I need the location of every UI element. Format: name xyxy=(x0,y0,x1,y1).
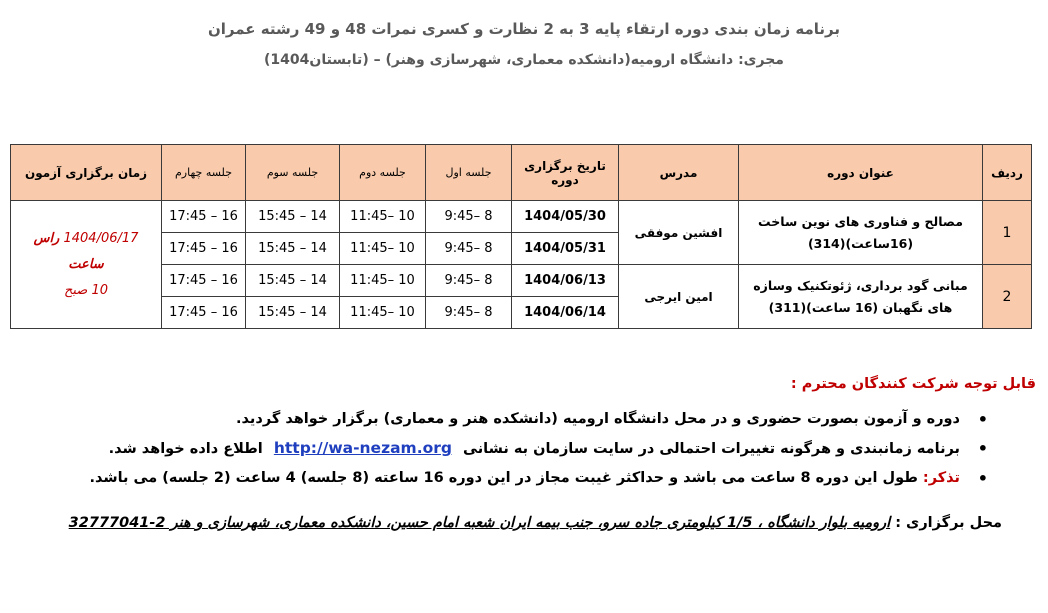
notice-item-2-start: برنامه زمانبندی و هرگونه تغییرات احتمالی در سایت سازمان به نشانی xyxy=(463,441,960,457)
session-2-time: 10 –11:45 xyxy=(340,297,426,329)
course-title: مصالح و فناوری های نوین ساخت (16ساعت)(314) xyxy=(739,201,983,265)
session-2-time: 10 –11:45 xyxy=(340,233,426,265)
header-exam: زمان برگزاری آزمون xyxy=(11,145,162,201)
header-session-1: جلسه اول xyxy=(426,145,512,201)
page-subtitle: مجری: دانشگاه ارومیه(دانشکده معماری، شهرسازی وهنر) – (تابستان1404) xyxy=(264,52,784,68)
session-4-time: 16 – 17:45 xyxy=(162,201,246,233)
session-3-time: 14 – 15:45 xyxy=(246,265,340,297)
exam-time-label: راس ساعت xyxy=(33,230,104,272)
session-4-time: 16 – 17:45 xyxy=(162,265,246,297)
header-course: عنوان دوره xyxy=(739,145,983,201)
session-4-time: 16 – 17:45 xyxy=(162,297,246,329)
course-title: مبانی گود برداری، ژئوتکنیک وسازه های نگهبان (16 ساعت)(311) xyxy=(739,265,983,329)
row-number: 2 xyxy=(983,265,1032,329)
table-header-row xyxy=(11,145,1032,201)
session-1-time: 8 –9:45 xyxy=(426,201,512,233)
notice-item-2-end: اطلاع داده خواهد شد. xyxy=(108,441,263,457)
website-link[interactable]: http://wa-nezam.org xyxy=(273,439,452,457)
course-teacher: افشین موفقی xyxy=(619,201,739,265)
session-2-time: 10 –11:45 xyxy=(340,201,426,233)
list-item xyxy=(88,405,988,434)
course-date: 1404/06/14 xyxy=(512,297,619,329)
session-3-time: 14 – 15:45 xyxy=(246,297,340,329)
row-number: 1 xyxy=(983,201,1032,265)
list-item xyxy=(88,464,988,493)
exam-date: 1404/06/17 xyxy=(63,230,139,246)
header-session-3: جلسه سوم xyxy=(246,145,340,201)
exam-time-cell xyxy=(11,201,162,329)
notice-item-1: دوره و آزمون بصورت حضوری و در محل دانشگاه ارومیه (دانشکده هنر و معماری) برگزار خواهد گردید. xyxy=(236,411,960,427)
course-date: 1404/05/30 xyxy=(512,201,619,233)
course-date: 1404/05/31 xyxy=(512,233,619,265)
venue-label: محل برگزاری : xyxy=(895,515,1002,531)
header-teacher: مدرس xyxy=(619,145,739,201)
exam-hour: 10 صبح xyxy=(63,282,109,298)
header-session-4: جلسه چهارم xyxy=(162,145,246,201)
schedule-table xyxy=(10,144,1032,329)
header-row-no: ردیف xyxy=(983,145,1032,201)
page-title: برنامه زمان بندی دوره ارتقاء پایه 3 به 2 نظارت و کسری نمرات 48 و 49 رشته عمران xyxy=(207,20,841,38)
course-date: 1404/06/13 xyxy=(512,265,619,297)
session-1-time: 8 –9:45 xyxy=(426,265,512,297)
table-row xyxy=(11,201,1032,233)
list-item xyxy=(88,434,988,464)
notice-title: قابل توجه شرکت کنندگان محترم : xyxy=(790,376,1036,392)
session-3-time: 14 – 15:45 xyxy=(246,233,340,265)
notice-list xyxy=(88,405,988,493)
session-1-time: 8 –9:45 xyxy=(426,233,512,265)
header-date: تاریخ برگزاری دوره xyxy=(512,145,619,201)
reminder-label: تذکر: xyxy=(922,470,960,486)
course-teacher: امین ایرجی xyxy=(619,265,739,329)
table-row xyxy=(11,265,1032,297)
session-2-time: 10 –11:45 xyxy=(340,265,426,297)
notice-item-3: طول این دوره 8 ساعت می باشد و حداکثر غیبت مجاز در این دوره 16 ساعته (8 جلسه) 4 ساعت (2 جلسه) می باشد. xyxy=(89,470,918,486)
venue-address: ارومیه بلوار دانشگاه ، 1/5 کیلومتری جاده سرو، جنب بیمه ایران شعبه امام حسین، دانشکده معماری، شهرسازی و هنر 2-32777041 xyxy=(68,515,891,531)
session-4-time: 16 – 17:45 xyxy=(162,233,246,265)
header-session-2: جلسه دوم xyxy=(340,145,426,201)
session-3-time: 14 – 15:45 xyxy=(246,201,340,233)
venue-line xyxy=(69,515,1002,531)
session-1-time: 8 –9:45 xyxy=(426,297,512,329)
